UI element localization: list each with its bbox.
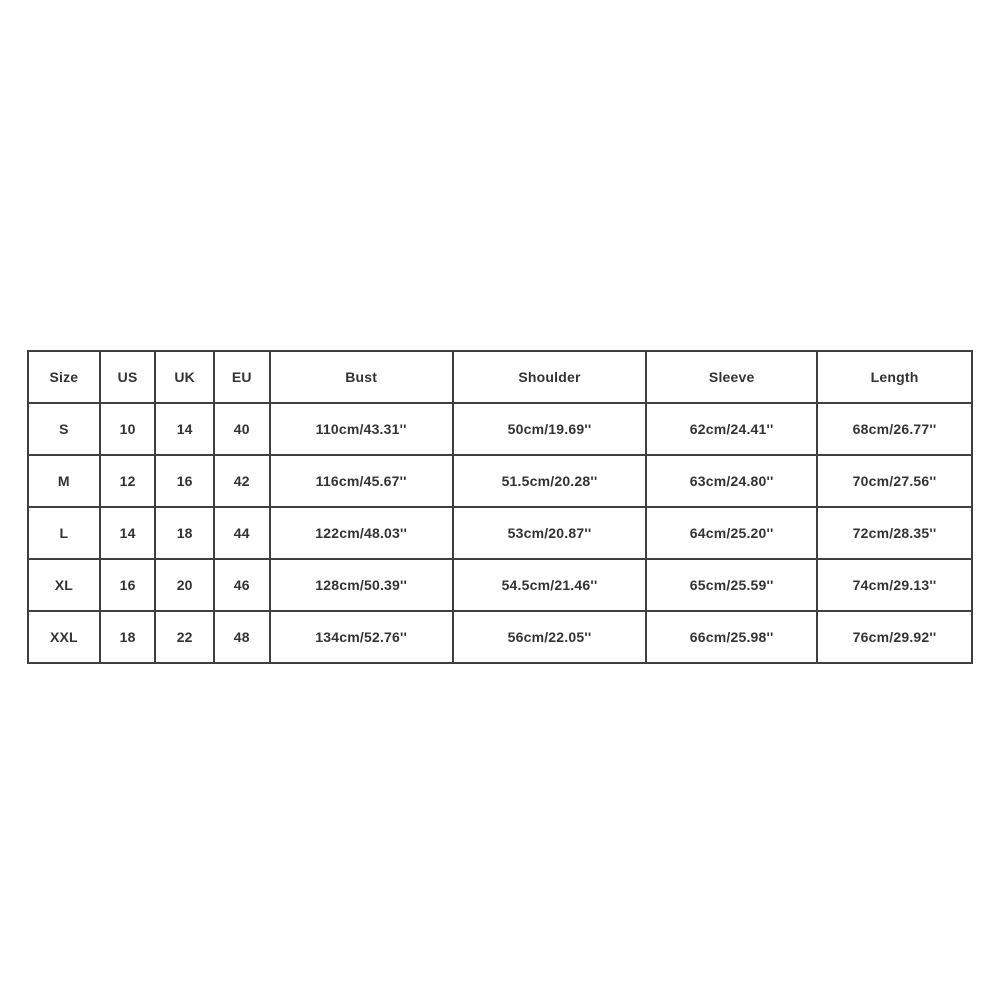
- cell-size: L: [28, 507, 100, 559]
- header-cell-sleeve: Sleeve: [646, 351, 817, 403]
- header-cell-eu: EU: [214, 351, 270, 403]
- cell-bust: 134cm/52.76'': [270, 611, 453, 663]
- cell-uk: 20: [155, 559, 214, 611]
- header-cell-length: Length: [817, 351, 972, 403]
- cell-sleeve: 62cm/24.41'': [646, 403, 817, 455]
- cell-size: XL: [28, 559, 100, 611]
- header-cell-uk: UK: [155, 351, 214, 403]
- table-row-s: [28, 403, 972, 455]
- cell-bust: 116cm/45.67'': [270, 455, 453, 507]
- cell-uk: 22: [155, 611, 214, 663]
- cell-sleeve: 63cm/24.80'': [646, 455, 817, 507]
- header-cell-size: Size: [28, 351, 100, 403]
- cell-length: 68cm/26.77'': [817, 403, 972, 455]
- table-row-xxl: [28, 611, 972, 663]
- cell-us: 16: [100, 559, 156, 611]
- cell-uk: 18: [155, 507, 214, 559]
- cell-size: S: [28, 403, 100, 455]
- cell-sleeve: 65cm/25.59'': [646, 559, 817, 611]
- cell-shoulder: 53cm/20.87'': [453, 507, 647, 559]
- cell-shoulder: 50cm/19.69'': [453, 403, 647, 455]
- cell-bust: 122cm/48.03'': [270, 507, 453, 559]
- size-chart-header: [28, 351, 972, 403]
- cell-length: 74cm/29.13'': [817, 559, 972, 611]
- table-row-xl: [28, 559, 972, 611]
- table-row-m: [28, 455, 972, 507]
- cell-size: M: [28, 455, 100, 507]
- cell-us: 14: [100, 507, 156, 559]
- cell-us: 18: [100, 611, 156, 663]
- header-cell-shoulder: Shoulder: [453, 351, 647, 403]
- cell-us: 12: [100, 455, 156, 507]
- size-chart-table: [27, 350, 973, 664]
- cell-sleeve: 64cm/25.20'': [646, 507, 817, 559]
- cell-uk: 16: [155, 455, 214, 507]
- cell-length: 72cm/28.35'': [817, 507, 972, 559]
- cell-shoulder: 51.5cm/20.28'': [453, 455, 647, 507]
- header-cell-bust: Bust: [270, 351, 453, 403]
- header-cell-us: US: [100, 351, 156, 403]
- cell-uk: 14: [155, 403, 214, 455]
- cell-length: 76cm/29.92'': [817, 611, 972, 663]
- cell-eu: 44: [214, 507, 270, 559]
- cell-eu: 48: [214, 611, 270, 663]
- cell-us: 10: [100, 403, 156, 455]
- cell-length: 70cm/27.56'': [817, 455, 972, 507]
- cell-size: XXL: [28, 611, 100, 663]
- cell-sleeve: 66cm/25.98'': [646, 611, 817, 663]
- cell-eu: 46: [214, 559, 270, 611]
- size-chart-body: [28, 403, 972, 663]
- cell-bust: 128cm/50.39'': [270, 559, 453, 611]
- header-row: [28, 351, 972, 403]
- cell-shoulder: 54.5cm/21.46'': [453, 559, 647, 611]
- cell-eu: 40: [214, 403, 270, 455]
- cell-bust: 110cm/43.31'': [270, 403, 453, 455]
- table-row-l: [28, 507, 972, 559]
- cell-eu: 42: [214, 455, 270, 507]
- cell-shoulder: 56cm/22.05'': [453, 611, 647, 663]
